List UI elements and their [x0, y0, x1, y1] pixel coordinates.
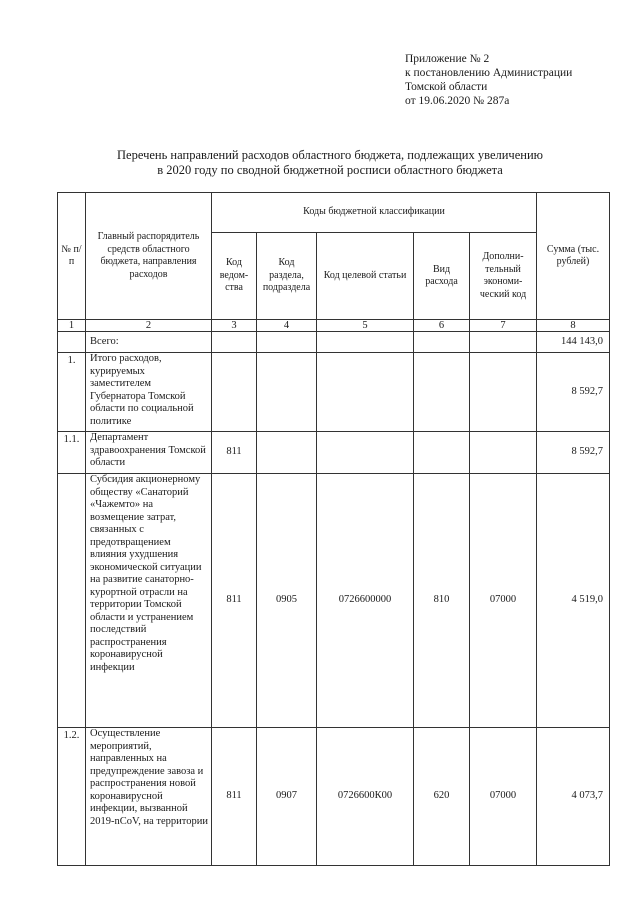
title-line-1: Перечень направлений расходов областного бюджета, подлежащих увеличению [117, 148, 543, 162]
header-extra: Дополни-тельный экономи-ческий код [470, 233, 537, 320]
row-target [317, 353, 414, 432]
total-row [58, 332, 610, 353]
column-number: 5 [317, 320, 414, 332]
total-sum: 144 143,0 [537, 332, 610, 353]
row-extra [470, 353, 537, 432]
row-name: Департамент здравоохранения Томской области [86, 432, 212, 474]
header-dept: Код ведом-ства [212, 233, 257, 320]
row-type: 620 [414, 728, 470, 866]
row-target [317, 432, 414, 474]
row-name: Итого расходов, курируемых заместителем Губернатора Томской области по социальной политике [86, 353, 212, 432]
column-number: 2 [86, 320, 212, 332]
appendix-line-1: Приложение № 2 [405, 53, 490, 65]
document-title [50, 148, 610, 178]
column-number: 6 [414, 320, 470, 332]
column-number: 7 [470, 320, 537, 332]
header-num: № п/п [58, 193, 86, 320]
row-extra: 07000 [470, 474, 537, 728]
row-type: 810 [414, 474, 470, 728]
row-sum: 4 073,7 [537, 728, 610, 866]
column-number-row [58, 320, 610, 332]
row-dept: 811 [212, 432, 257, 474]
row-type [414, 432, 470, 474]
row-name: Субсидия акционерному обществу «Санаторий «Чажемто» на возмещение затрат, связанных с предотвращением влияния ухудшения экономической ситуации на развитие санаторно-курортной отрасли на территории Томской области и устранением последствий распространения коронавирусной инфекции [86, 474, 212, 728]
row-extra: 07000 [470, 728, 537, 866]
column-number: 8 [537, 320, 610, 332]
total-label: Всего: [86, 332, 212, 353]
header-sum: Сумма (тыс. рублей) [537, 193, 610, 320]
appendix-line-3: Томской области [405, 81, 488, 93]
header-section: Код раздела, подраздела [257, 233, 317, 320]
row-dept: 811 [212, 474, 257, 728]
table-row [58, 728, 610, 866]
appendix-line-4: от 19.06.2020 № 287а [405, 95, 510, 107]
appendix-line-2: к постановлению Администрации [405, 67, 573, 79]
row-num: 1.2. [58, 728, 86, 866]
header-type: Вид расхода [414, 233, 470, 320]
appendix-block [405, 52, 572, 108]
expense-table [57, 192, 610, 866]
row-extra [470, 432, 537, 474]
row-name: Осуществление мероприятий, направленных на предупреждение завоза и распространения новой коронавирусной инфекции, вызванной 2019-nCoV, на территории [86, 728, 212, 866]
table-row [58, 474, 610, 728]
header-manager: Главный распорядитель средств областного бюджета, направления расходов [86, 193, 212, 320]
row-type [414, 353, 470, 432]
row-num: 1.1. [58, 432, 86, 474]
row-section: 0907 [257, 728, 317, 866]
row-target: 0726600000 [317, 474, 414, 728]
table-row [58, 432, 610, 474]
row-sum: 8 592,7 [537, 353, 610, 432]
column-number: 3 [212, 320, 257, 332]
row-num: 1. [58, 353, 86, 432]
header-target: Код целевой статьи [317, 233, 414, 320]
column-number: 1 [58, 320, 86, 332]
header-codes: Коды бюджетной классификации [212, 193, 537, 233]
row-dept: 811 [212, 728, 257, 866]
column-number: 4 [257, 320, 317, 332]
row-dept [212, 353, 257, 432]
row-section [257, 432, 317, 474]
row-target: 0726600К00 [317, 728, 414, 866]
row-section [257, 353, 317, 432]
table-row [58, 353, 610, 432]
title-line-2: в 2020 году по сводной бюджетной росписи областного бюджета [157, 163, 503, 177]
row-sum: 8 592,7 [537, 432, 610, 474]
row-section: 0905 [257, 474, 317, 728]
row-sum: 4 519,0 [537, 474, 610, 728]
row-num [58, 474, 86, 728]
